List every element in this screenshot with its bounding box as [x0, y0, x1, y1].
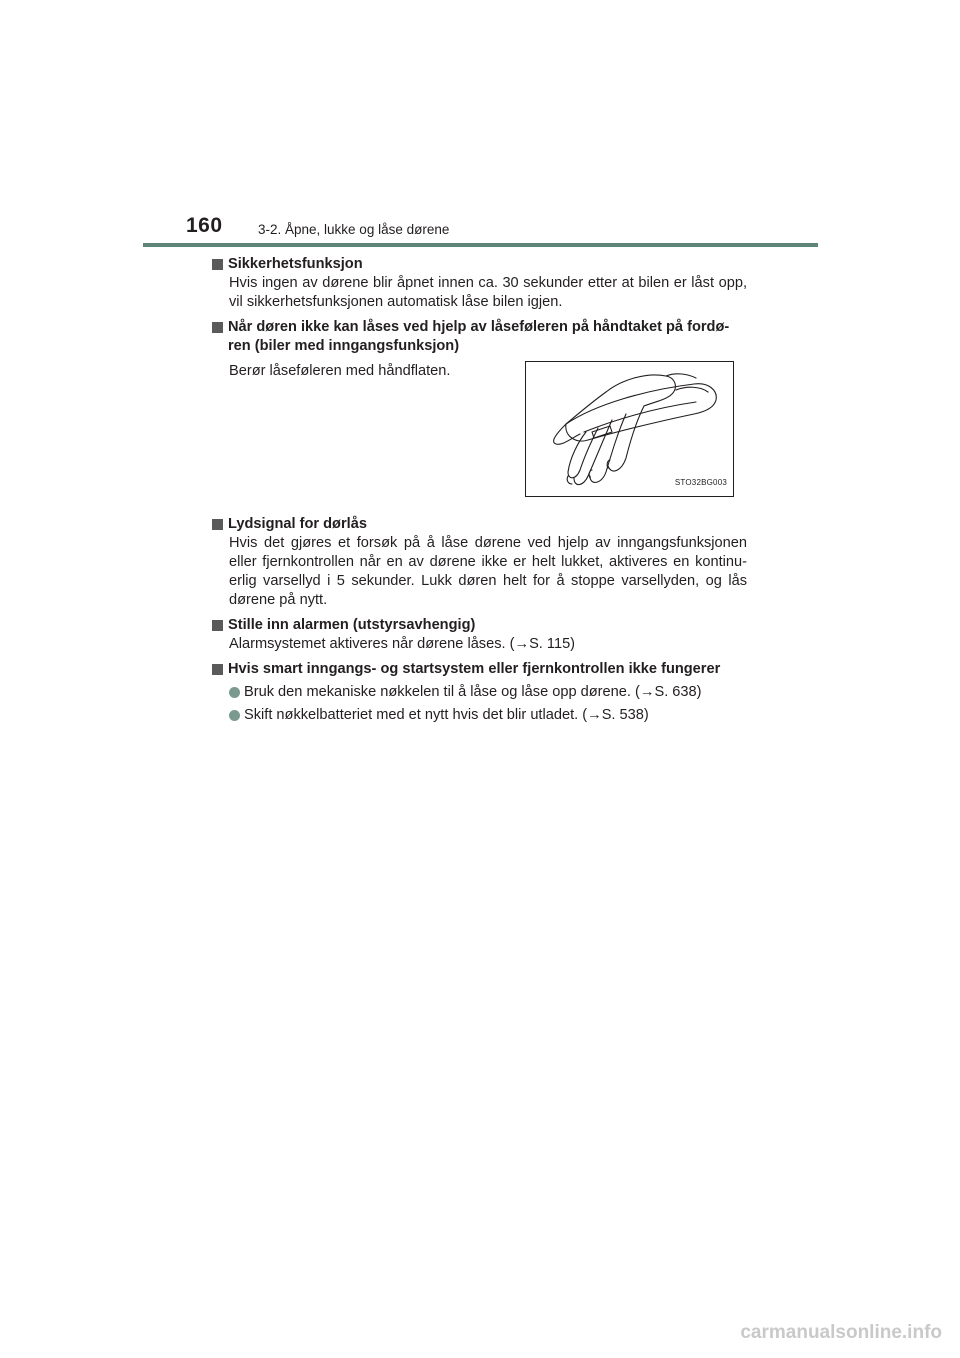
item-title: Lydsignal for dørlås — [228, 516, 367, 532]
circle-bullet-icon — [229, 687, 240, 698]
item-heading — [212, 255, 747, 274]
figure-row — [212, 356, 747, 509]
item-title: Når døren ikke kan låses ved hjelp av låseføleren på håndtaket på fordø-ren (biler med inngangsfunksjon) — [228, 319, 730, 354]
header-rule — [143, 243, 818, 247]
item-body: Alarmsystemet aktiveres når dørene låses. (→S. 115) — [229, 636, 576, 652]
figure-caption: Berør låseføleren med håndflaten. — [229, 363, 451, 379]
site-watermark: carmanualsonline.info — [740, 1322, 942, 1343]
item-alarm — [212, 616, 747, 654]
item-heading — [212, 318, 747, 356]
item-heading — [212, 660, 747, 679]
item-safety-function — [212, 255, 747, 312]
list-item — [229, 706, 747, 725]
page-number: 160 — [186, 214, 223, 237]
item-body: Hvis det gjøres et forsøk på å låse dørene ved hjelp av inngangsfunksjonen eller fjernkontrollen når en av dørene ikke er helt lukket, aktiveres en kontinu-erlig varsellyd i 5 sekunder. Lukk døren helt for å stoppe varsellyden, og lås dørene på nytt. — [229, 535, 747, 608]
item-title: Hvis smart inngangs- og startsystem eller fjernkontrollen ikke fungerer — [228, 661, 721, 677]
list-item-text: Bruk den mekaniske nøkkelen til å låse og låse opp dørene. (→S. 638) — [244, 684, 702, 700]
hand-on-door-handle-figure — [525, 361, 734, 497]
item-title: Sikkerhetsfunksjon — [228, 256, 363, 272]
item-bullets — [229, 683, 747, 725]
item-heading — [212, 515, 747, 534]
list-item — [229, 683, 747, 702]
list-item-text: Skift nøkkelbatteriet med et nytt hvis det blir utladet. (→S. 538) — [244, 707, 649, 723]
page-content — [212, 255, 747, 731]
square-bullet-icon — [212, 259, 223, 270]
item-system-failure — [212, 660, 747, 725]
item-body: Hvis ingen av dørene blir åpnet innen ca. 30 sekunder etter at bilen er låst opp, vil sikkerhetsfunksjonen automatisk låse bilen igjen. — [229, 275, 747, 310]
square-bullet-icon — [212, 322, 223, 333]
item-lock-sensor — [212, 318, 747, 509]
figure-code: STO32BG003 — [674, 478, 727, 487]
square-bullet-icon — [212, 620, 223, 631]
item-title: Stille inn alarmen (utstyrsavhengig) — [228, 617, 476, 633]
section-title: 3-2. Åpne, lukke og låse dørene — [258, 222, 450, 237]
item-heading — [212, 616, 747, 635]
item-lock-sound — [212, 515, 747, 610]
square-bullet-icon — [212, 664, 223, 675]
circle-bullet-icon — [229, 710, 240, 721]
square-bullet-icon — [212, 519, 223, 530]
